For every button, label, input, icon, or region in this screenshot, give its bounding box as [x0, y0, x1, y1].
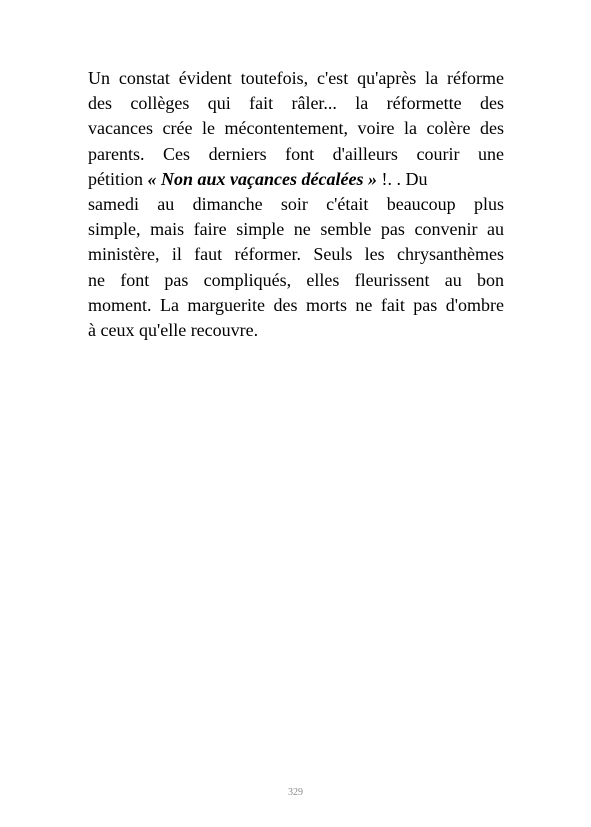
text-line: parents. Ces derniers font d'ailleurs courir une	[88, 143, 504, 164]
text-line: ne font pas compliqués, elles fleurissent au bon	[88, 269, 504, 290]
text-line: simple, mais faire simple ne semble pas convenir au	[88, 219, 504, 240]
text-line: Un constat évident toutefois, c'est qu'après la réforme	[88, 68, 504, 88]
text-line: vacances crée le mécontentement, voire la colère des	[88, 118, 504, 139]
text-line: moment. La marguerite des morts ne fait pas d'ombre	[88, 294, 504, 315]
petition-line	[88, 167, 504, 192]
text-line: à ceux qu'elle recouvre.	[88, 319, 259, 340]
petition-prefix: pétition	[88, 168, 148, 189]
text-line: samedi au dimanche soir c'était beaucoup plus	[88, 193, 504, 214]
petition-quote: « Non aux vaçances décalées »	[147, 168, 377, 189]
page-number: 329	[288, 787, 303, 798]
petition-suffix: !. . Du	[376, 168, 428, 189]
text-line: des collèges qui fait râler... la réformette des	[88, 93, 504, 114]
body-paragraph	[88, 66, 504, 343]
text-line: ministère, il faut réformer. Seuls les chrysanthèmes	[88, 244, 504, 265]
